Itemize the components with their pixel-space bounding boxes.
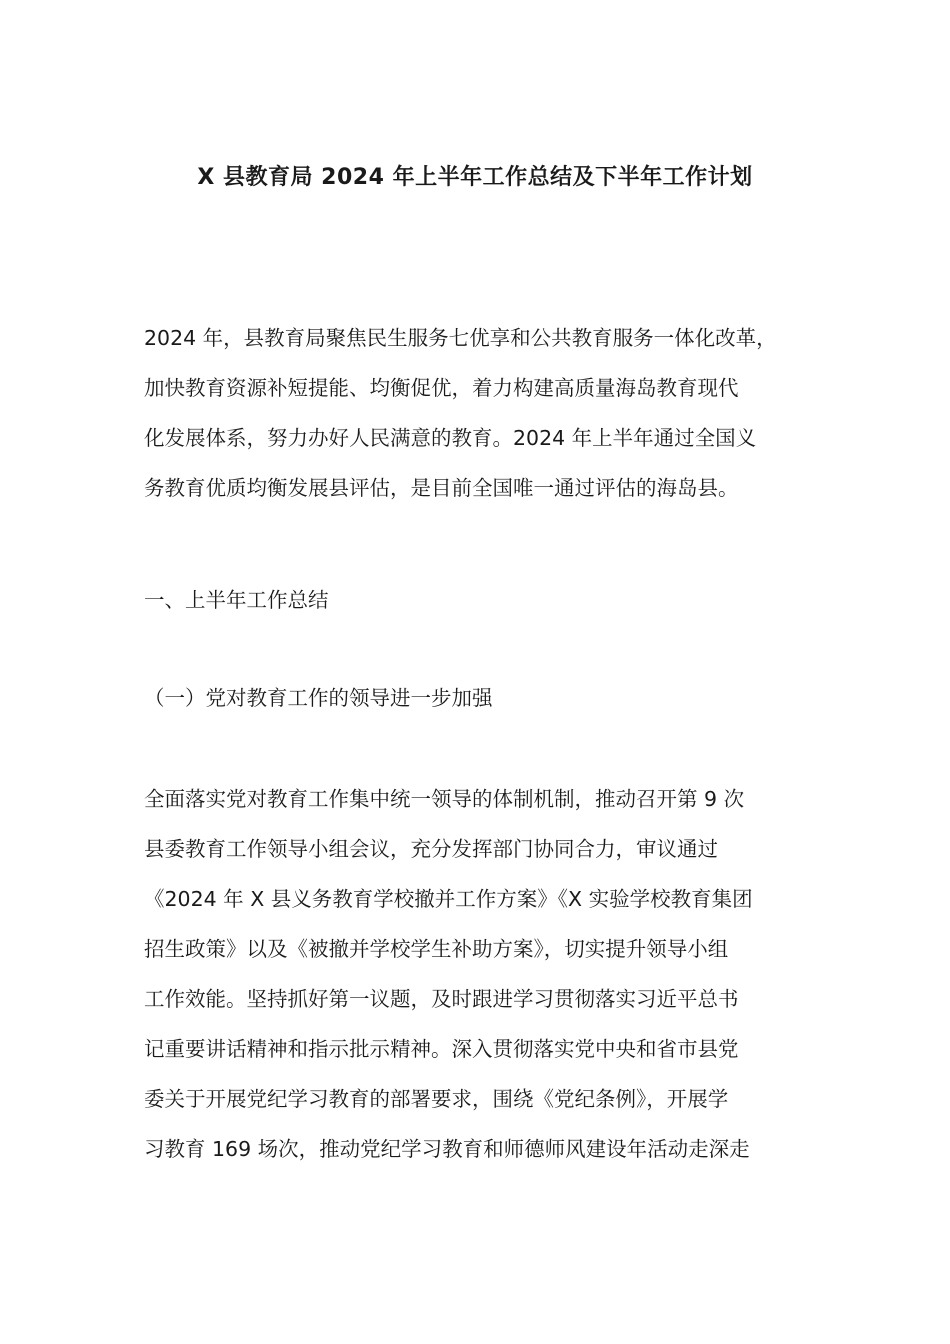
paragraph-line: 加快教育资源补短提能、均衡促优，着力构建高质量海岛教育现代 [144, 376, 739, 400]
paragraph-line: 2024 年，县教育局聚焦民生服务七优享和公共教育服务一体化改革， [144, 326, 777, 350]
document-title: X 县教育局 2024 年上半年工作总结及下半年工作计划 [197, 165, 753, 190]
paragraph-line: 工作效能。坚持抓好第一议题，及时跟进学习贯彻落实习近平总书 [144, 987, 739, 1011]
section-heading: 一、上半年工作总结 [144, 588, 329, 612]
body-paragraph [144, 774, 819, 1174]
paragraph-line: 记重要讲话精神和指示批示精神。深入贯彻落实党中央和省市县党 [144, 1037, 739, 1061]
paragraph-line: 务教育优质均衡发展县评估，是目前全国唯一通过评估的海岛县。 [144, 476, 739, 500]
paragraph-line: 委关于开展党纪学习教育的部署要求，围绕《党纪条例》，开展学 [144, 1087, 729, 1111]
paragraph-line: 全面落实党对教育工作集中统一领导的体制机制，推动召开第 9 次 [144, 787, 745, 811]
paragraph-line: 《2024 年 X 县义务教育学校撤并工作方案》《X 实验学校教育集团 [144, 887, 753, 911]
paragraph-line: 县委教育工作领导小组会议，充分发挥部门协同合力，审议通过 [144, 837, 718, 861]
paragraph-line: 习教育 169 场次，推动党纪学习教育和师德师风建设年活动走深走 [144, 1137, 750, 1161]
paragraph-line: 招生政策》以及《被撤并学校学生补助方案》，切实提升领导小组 [144, 937, 729, 961]
intro-paragraph [144, 313, 819, 513]
paragraph-line: 化发展体系，努力办好人民满意的教育。2024 年上半年通过全国义 [144, 426, 757, 450]
subsection-heading: （一）党对教育工作的领导进一步加强 [144, 686, 493, 710]
